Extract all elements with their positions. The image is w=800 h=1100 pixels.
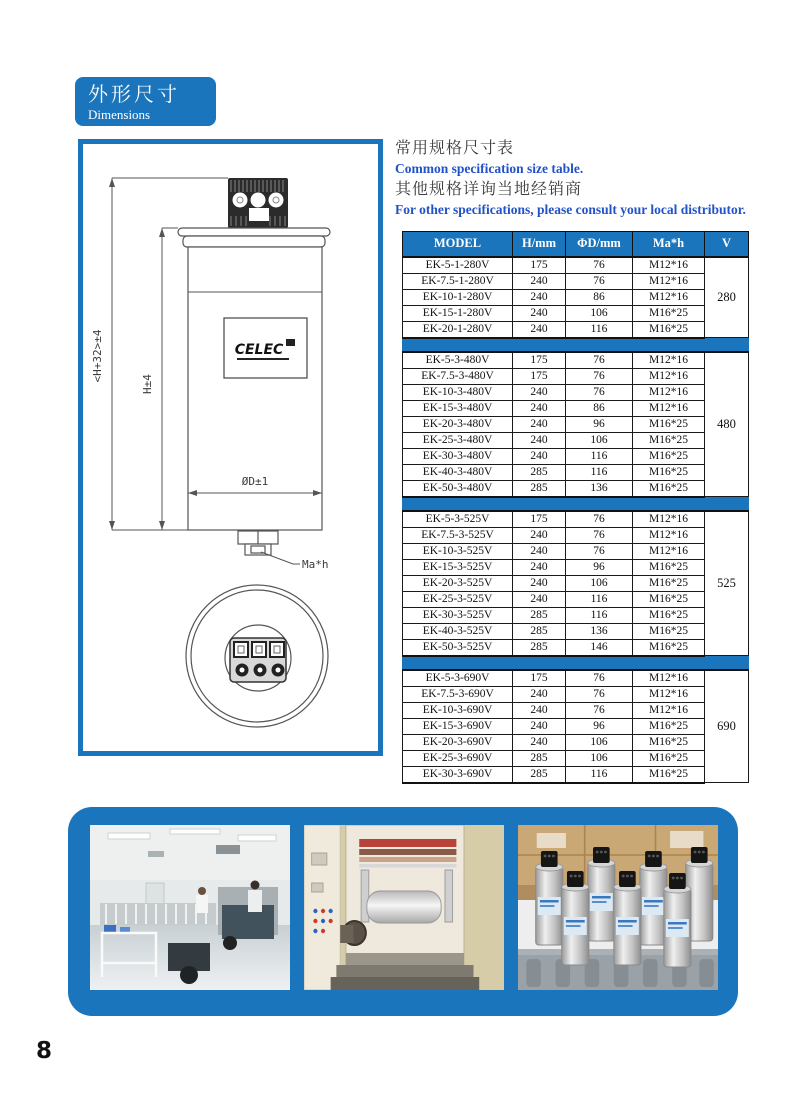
dimension-body-height-label: H±4 [141, 374, 154, 394]
spec-row [403, 718, 749, 734]
spec-cell: 76 [566, 273, 633, 289]
spec-table-body [403, 257, 749, 783]
spec-cell: 76 [566, 670, 633, 687]
spec-row [403, 607, 749, 623]
spec-cell: M12*16 [633, 273, 705, 289]
spec-cell: 240 [513, 400, 566, 416]
capacitor-lid [178, 228, 330, 247]
spec-cell: 76 [566, 511, 633, 528]
spec-cell: M16*25 [633, 766, 705, 783]
spec-cell: 240 [513, 734, 566, 750]
spec-cell: M12*16 [633, 670, 705, 687]
spec-row [403, 257, 749, 274]
spec-cell: EK-10-3-480V [403, 384, 513, 400]
mounting-stud [238, 531, 278, 555]
spec-cell: EK-7.5-3-525V [403, 527, 513, 543]
spec-cell: EK-30-3-480V [403, 448, 513, 464]
spec-row [403, 448, 749, 464]
spec-row [403, 559, 749, 575]
spec-row [403, 511, 749, 528]
spec-row [403, 766, 749, 783]
spec-cell: EK-5-3-480V [403, 352, 513, 369]
spec-cell: M16*25 [633, 416, 705, 432]
spec-cell: EK-5-1-280V [403, 257, 513, 274]
spec-cell: 240 [513, 718, 566, 734]
spec-cell: EK-10-1-280V [403, 289, 513, 305]
spec-cell: M12*16 [633, 289, 705, 305]
spec-cell: EK-7.5-1-280V [403, 273, 513, 289]
spec-cell: 96 [566, 559, 633, 575]
spec-cell: M12*16 [633, 543, 705, 559]
spec-cell: 116 [566, 464, 633, 480]
table-intro-text [395, 138, 760, 220]
intro-line1-en: Common specification size table. [395, 161, 584, 176]
spec-row [403, 384, 749, 400]
spec-cell: 106 [566, 750, 633, 766]
spec-row [403, 623, 749, 639]
spec-cell: 285 [513, 607, 566, 623]
dimension-body-height [159, 228, 178, 530]
spec-row [403, 527, 749, 543]
photo-band [68, 807, 738, 1016]
spec-cell: M16*25 [633, 432, 705, 448]
group-separator [403, 497, 749, 511]
spec-row [403, 305, 749, 321]
spec-cell: 86 [566, 289, 633, 305]
spec-cell: EK-10-3-690V [403, 702, 513, 718]
spec-cell: 175 [513, 670, 566, 687]
spec-cell: M16*25 [633, 734, 705, 750]
spec-cell: M12*16 [633, 511, 705, 528]
spec-row [403, 575, 749, 591]
spec-cell: 136 [566, 480, 633, 497]
spec-cell: 240 [513, 321, 566, 338]
stud-leader-line [261, 552, 300, 564]
spec-cell: EK-25-3-480V [403, 432, 513, 448]
spec-row [403, 432, 749, 448]
spec-row [403, 368, 749, 384]
spec-cell: EK-10-3-525V [403, 543, 513, 559]
spec-cell: M16*25 [633, 591, 705, 607]
terminal-block-side-view [228, 178, 288, 228]
group-separator [403, 656, 749, 670]
spec-cell: M12*16 [633, 702, 705, 718]
dimension-total-height-label: <H+32>±4 [91, 329, 104, 383]
capacitor-dimension-drawing [83, 144, 378, 751]
page-number: 8 [36, 1038, 53, 1064]
spec-row [403, 750, 749, 766]
spec-row [403, 702, 749, 718]
spec-cell: 106 [566, 432, 633, 448]
stud-label: Ma*h [302, 558, 329, 571]
spec-cell: M12*16 [633, 257, 705, 274]
voltage-cell: 690 [705, 670, 749, 783]
spec-cell: M16*25 [633, 575, 705, 591]
spec-cell: 240 [513, 686, 566, 702]
spec-cell: 76 [566, 257, 633, 274]
spec-row [403, 416, 749, 432]
spec-cell: 240 [513, 559, 566, 575]
spec-row [403, 464, 749, 480]
spec-cell: EK-20-3-525V [403, 575, 513, 591]
spec-cell: 240 [513, 305, 566, 321]
spec-cell: 285 [513, 623, 566, 639]
spec-cell: EK-15-3-480V [403, 400, 513, 416]
spec-cell: M16*25 [633, 607, 705, 623]
spec-cell: 96 [566, 718, 633, 734]
spec-row [403, 734, 749, 750]
spec-cell: EK-30-3-525V [403, 607, 513, 623]
brand-logo-text: CELEC [234, 342, 284, 358]
spec-cell: 285 [513, 639, 566, 656]
dimension-diameter-label: ØD±1 [241, 475, 269, 488]
capacitor-pallet-photo [518, 825, 718, 990]
spec-cell: 106 [566, 734, 633, 750]
spec-cell: EK-40-3-525V [403, 623, 513, 639]
column-header: V [705, 232, 749, 257]
spec-cell: 106 [566, 575, 633, 591]
spec-cell: EK-30-3-690V [403, 766, 513, 783]
spec-row [403, 321, 749, 338]
spec-cell: 76 [566, 527, 633, 543]
spec-row [403, 591, 749, 607]
intro-line2-zh: 其他规格详询当地经销商 [395, 181, 583, 198]
spec-cell: M12*16 [633, 527, 705, 543]
spec-row [403, 480, 749, 497]
film-winding-machine-photo [304, 825, 504, 990]
spec-cell: M12*16 [633, 686, 705, 702]
spec-row [403, 543, 749, 559]
spec-cell: M12*16 [633, 368, 705, 384]
voltage-cell: 525 [705, 511, 749, 656]
spec-cell: 175 [513, 352, 566, 369]
spec-cell: M16*25 [633, 305, 705, 321]
spec-cell: 76 [566, 543, 633, 559]
spec-row [403, 273, 749, 289]
spec-cell: 240 [513, 448, 566, 464]
spec-cell: 116 [566, 448, 633, 464]
intro-line1-zh: 常用规格尺寸表 [395, 140, 515, 157]
spec-cell: 285 [513, 750, 566, 766]
spec-cell: M16*25 [633, 559, 705, 575]
spec-row [403, 670, 749, 687]
column-header: Ma*h [633, 232, 705, 257]
spec-cell: 240 [513, 543, 566, 559]
spec-cell: 76 [566, 702, 633, 718]
spec-cell: 76 [566, 352, 633, 369]
spec-row [403, 352, 749, 369]
spec-cell: 285 [513, 464, 566, 480]
spec-cell: 240 [513, 575, 566, 591]
voltage-cell: 480 [705, 352, 749, 497]
section-title-zh: 外形尺寸 [88, 82, 180, 106]
spec-row [403, 400, 749, 416]
spec-cell: 240 [513, 591, 566, 607]
spec-cell: 106 [566, 305, 633, 321]
spec-cell: M16*25 [633, 639, 705, 656]
spec-cell: 136 [566, 623, 633, 639]
spec-cell: M16*25 [633, 448, 705, 464]
spec-cell: 96 [566, 416, 633, 432]
spec-cell: M12*16 [633, 400, 705, 416]
dimension-drawing-frame [78, 139, 383, 756]
factory-workshop-photo [90, 825, 290, 990]
spec-cell: EK-20-3-480V [403, 416, 513, 432]
spec-cell: M16*25 [633, 480, 705, 497]
voltage-cell: 280 [705, 257, 749, 338]
spec-row [403, 289, 749, 305]
spec-cell: 175 [513, 257, 566, 274]
spec-cell: 76 [566, 686, 633, 702]
spec-cell: 116 [566, 607, 633, 623]
spec-cell: 240 [513, 527, 566, 543]
specification-table [402, 231, 749, 784]
spec-cell: 240 [513, 416, 566, 432]
spec-cell: EK-25-3-690V [403, 750, 513, 766]
spec-cell: 285 [513, 766, 566, 783]
spec-cell: EK-15-1-280V [403, 305, 513, 321]
spec-row [403, 639, 749, 656]
terminal-block-top-view [230, 638, 286, 682]
spec-cell: EK-5-3-690V [403, 670, 513, 687]
column-header: MODEL [403, 232, 513, 257]
spec-table-wrap [402, 231, 748, 784]
spec-cell: M16*25 [633, 623, 705, 639]
spec-cell: 86 [566, 400, 633, 416]
spec-cell: 76 [566, 368, 633, 384]
spec-cell: 240 [513, 432, 566, 448]
spec-cell: M16*25 [633, 464, 705, 480]
section-title-box [75, 77, 216, 126]
spec-cell: M16*25 [633, 321, 705, 338]
section-title-en: Dimensions [88, 107, 151, 122]
intro-line2-en: For other specifications, please consult your local distributor. [395, 202, 746, 217]
spec-cell: EK-15-3-690V [403, 718, 513, 734]
spec-cell: 240 [513, 289, 566, 305]
column-header: H/mm [513, 232, 566, 257]
spec-cell: EK-15-3-525V [403, 559, 513, 575]
spec-cell: EK-25-3-525V [403, 591, 513, 607]
spec-cell: 76 [566, 384, 633, 400]
spec-cell: EK-20-3-690V [403, 734, 513, 750]
spec-cell: EK-20-1-280V [403, 321, 513, 338]
header-row [403, 232, 749, 257]
spec-table-head [403, 232, 749, 257]
column-header: ΦD/mm [566, 232, 633, 257]
spec-cell: 175 [513, 511, 566, 528]
spec-cell: 285 [513, 480, 566, 497]
spec-cell: M16*25 [633, 718, 705, 734]
spec-cell: EK-7.5-3-690V [403, 686, 513, 702]
spec-row [403, 686, 749, 702]
spec-cell: 175 [513, 368, 566, 384]
spec-cell: 116 [566, 766, 633, 783]
spec-cell: 116 [566, 321, 633, 338]
spec-cell: 240 [513, 702, 566, 718]
spec-cell: EK-5-3-525V [403, 511, 513, 528]
spec-cell: M12*16 [633, 384, 705, 400]
spec-cell: EK-50-3-480V [403, 480, 513, 497]
group-separator [403, 338, 749, 352]
spec-cell: M12*16 [633, 352, 705, 369]
spec-cell: M16*25 [633, 750, 705, 766]
spec-cell: 146 [566, 639, 633, 656]
spec-cell: EK-7.5-3-480V [403, 368, 513, 384]
spec-cell: EK-40-3-480V [403, 464, 513, 480]
spec-cell: 240 [513, 384, 566, 400]
spec-cell: 116 [566, 591, 633, 607]
spec-cell: 240 [513, 273, 566, 289]
spec-cell: EK-50-3-525V [403, 639, 513, 656]
